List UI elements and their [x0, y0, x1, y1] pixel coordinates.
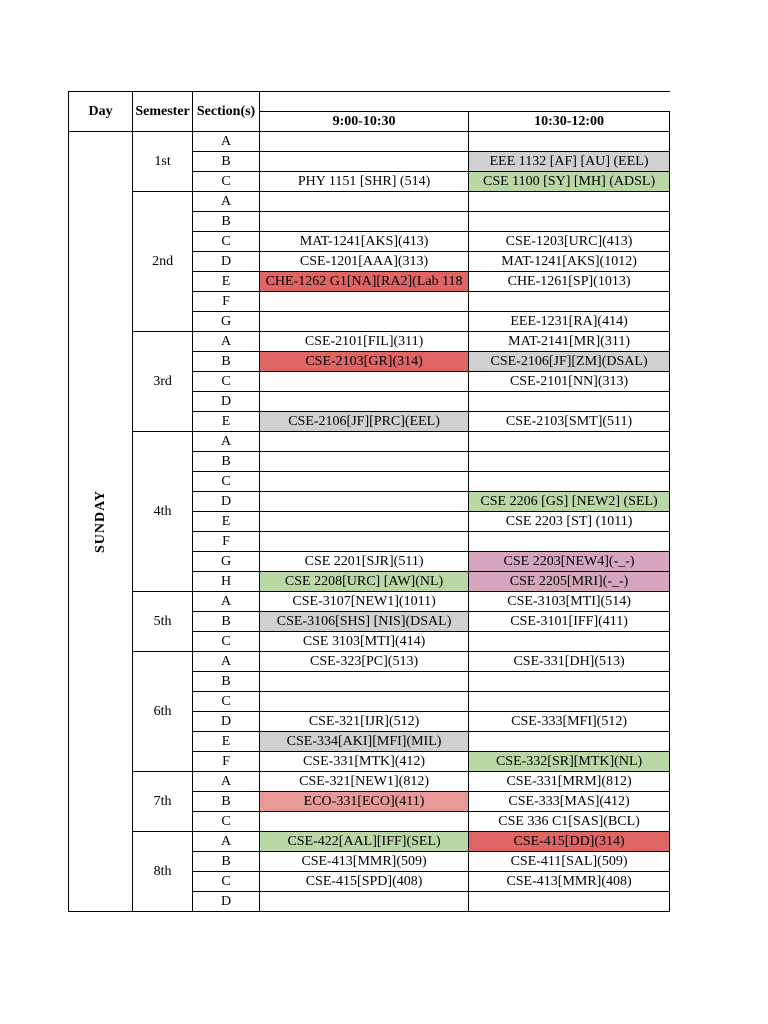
section-label: E: [193, 512, 260, 532]
class-cell-slot-2: [469, 392, 670, 412]
section-label: C: [193, 472, 260, 492]
class-text: CSE-333[MFI](512): [511, 714, 627, 729]
class-text: CSE-413[MMR](408): [506, 874, 632, 889]
table-row: [69, 432, 670, 452]
class-text: CSE 2203 [ST] (1011): [505, 514, 633, 529]
table-row: [69, 132, 670, 152]
class-text: CSE-1203[URC](413): [505, 234, 633, 249]
section-label: B: [193, 612, 260, 632]
semester-label: 5th: [133, 592, 193, 652]
class-cell-slot-2: [469, 332, 670, 352]
class-cell-slot-2: [469, 432, 670, 452]
class-text: CSE-3107[NEW1](1011): [292, 594, 436, 609]
class-cell-slot-1: [260, 652, 469, 672]
class-cell-slot-2: [469, 832, 670, 852]
class-text: CSE-331[MRM](812): [506, 774, 632, 789]
class-cell-slot-1: [260, 552, 469, 572]
class-cell-slot-2: [469, 592, 670, 612]
class-cell-slot-1: [260, 232, 469, 252]
class-cell-slot-1: [260, 852, 469, 872]
section-label: E: [193, 732, 260, 752]
class-cell-slot-1: [260, 192, 469, 212]
class-text: MAT-2141[MR](311): [508, 334, 630, 349]
class-cell-slot-2: [469, 712, 670, 732]
class-text: ECO-331[ECO](411): [303, 794, 425, 809]
class-text: CSE-321[NEW1](812): [299, 774, 429, 789]
class-text: CSE-323[PC](513): [310, 654, 419, 669]
class-text: CSE-422[AAL][IFF](SEL): [287, 834, 441, 849]
class-text: EEE 1132 [AF] [AU] (EEL): [489, 154, 649, 169]
class-text: CSE-3106[SHS] [NIS](DSAL): [276, 614, 452, 629]
class-cell-slot-2: [469, 492, 670, 512]
class-cell-slot-2: [469, 172, 670, 192]
semester-label: 4th: [133, 432, 193, 592]
section-label: B: [193, 152, 260, 172]
class-text: CSE 2205[MRI](-_-): [509, 574, 629, 589]
section-label: C: [193, 692, 260, 712]
class-text: CHE-1261[SP](1013): [507, 274, 631, 289]
section-label: E: [193, 412, 260, 432]
class-cell-slot-1: [260, 392, 469, 412]
class-cell-slot-2: [469, 652, 670, 672]
class-text: CSE-2101[FIL](311): [304, 334, 424, 349]
class-text: CSE-3101[IFF](411): [510, 614, 628, 629]
class-cell-slot-1: [260, 212, 469, 232]
header-sections: Section(s): [193, 92, 260, 132]
class-text: MAT-1241[AKS](413): [299, 234, 429, 249]
class-cell-slot-1: [260, 292, 469, 312]
class-cell-slot-1: [260, 772, 469, 792]
class-cell-slot-2: [469, 872, 670, 892]
class-cell-slot-1: [260, 832, 469, 852]
class-cell-slot-2: [469, 572, 670, 592]
class-text: CSE 336 C1[SAS](BCL): [498, 814, 640, 829]
section-label: F: [193, 752, 260, 772]
class-cell-slot-1: [260, 792, 469, 812]
class-cell-slot-2: [469, 412, 670, 432]
header-day: Day: [69, 92, 133, 132]
class-text: CSE 2201[SJR](511): [304, 554, 424, 569]
class-cell-slot-2: [469, 512, 670, 532]
semester-label: 8th: [133, 832, 193, 912]
class-cell-slot-1: [260, 492, 469, 512]
section-label: A: [193, 592, 260, 612]
class-cell-slot-1: [260, 892, 469, 912]
section-label: A: [193, 332, 260, 352]
section-label: H: [193, 572, 260, 592]
header-slot-1: 9:00-10:30: [260, 112, 469, 132]
section-label: A: [193, 132, 260, 152]
section-label: A: [193, 652, 260, 672]
section-label: B: [193, 352, 260, 372]
class-text: CSE-413[MMR](509): [301, 854, 427, 869]
class-cell-slot-1: [260, 572, 469, 592]
class-text: CSE-2106[JF][ZM](DSAL): [490, 354, 648, 369]
class-cell-slot-2: [469, 192, 670, 212]
class-cell-slot-2: [469, 312, 670, 332]
class-cell-slot-1: [260, 352, 469, 372]
section-label: C: [193, 632, 260, 652]
table-row: [69, 832, 670, 852]
semester-label: 3rd: [133, 332, 193, 432]
class-cell-slot-1: [260, 672, 469, 692]
semester-label: 6th: [133, 652, 193, 772]
class-cell-slot-1: [260, 632, 469, 652]
header-semester: Semester: [133, 92, 193, 132]
class-cell-slot-1: [260, 312, 469, 332]
class-text: CSE-2106[JF][PRC](EEL): [288, 414, 440, 429]
routine-sheet: [68, 91, 670, 912]
section-label: D: [193, 392, 260, 412]
day-label: [69, 132, 133, 912]
class-cell-slot-1: [260, 592, 469, 612]
class-cell-slot-1: [260, 532, 469, 552]
class-cell-slot-1: [260, 152, 469, 172]
header-slot-2: 10:30-12:00: [469, 112, 670, 132]
class-text: CSE-2103[SMT](511): [505, 414, 633, 429]
class-cell-slot-1: [260, 512, 469, 532]
class-text: CSE-321[IJR](512): [308, 714, 420, 729]
section-label: D: [193, 892, 260, 912]
class-cell-slot-2: [469, 232, 670, 252]
class-cell-slot-1: [260, 132, 469, 152]
class-text: CSE-332[SR][MTK](NL): [495, 754, 643, 769]
section-label: D: [193, 252, 260, 272]
section-label: C: [193, 172, 260, 192]
class-cell-slot-2: [469, 692, 670, 712]
class-text: CSE 2208[URC] [AW](NL): [284, 574, 444, 589]
class-text: CSE 3103[MTI](414): [302, 634, 426, 649]
class-cell-slot-1: [260, 252, 469, 272]
section-label: A: [193, 192, 260, 212]
section-label: B: [193, 452, 260, 472]
table-row: [69, 772, 670, 792]
routine-body: [69, 132, 670, 912]
class-cell-slot-1: [260, 872, 469, 892]
class-text: EEE-1231[RA](414): [510, 314, 628, 329]
class-text: CSE-415[SPD](408): [305, 874, 423, 889]
class-text: CHE-1262 G1[NA][RA2](Lab 118: [265, 274, 463, 289]
table-row: [69, 192, 670, 212]
class-text: CSE-333[MAS](412): [508, 794, 630, 809]
class-cell-slot-2: [469, 792, 670, 812]
class-cell-slot-2: [469, 732, 670, 752]
table-row: [69, 592, 670, 612]
section-label: B: [193, 792, 260, 812]
class-cell-slot-2: [469, 452, 670, 472]
class-cell-slot-1: [260, 452, 469, 472]
semester-label: 2nd: [133, 192, 193, 332]
class-cell-slot-2: [469, 892, 670, 912]
class-cell-slot-1: [260, 812, 469, 832]
class-cell-slot-1: [260, 172, 469, 192]
section-label: C: [193, 232, 260, 252]
class-text: CSE-3103[MTI](514): [507, 594, 631, 609]
class-cell-slot-2: [469, 472, 670, 492]
class-cell-slot-2: [469, 632, 670, 652]
section-label: C: [193, 872, 260, 892]
class-cell-slot-2: [469, 812, 670, 832]
class-text: MAT-1241[AKS](1012): [501, 254, 637, 269]
section-label: B: [193, 212, 260, 232]
class-cell-slot-1: [260, 732, 469, 752]
class-cell-slot-1: [260, 472, 469, 492]
class-cell-slot-2: [469, 132, 670, 152]
class-text: CSE-334[AKI][MFI](MIL): [286, 734, 442, 749]
class-cell-slot-2: [469, 372, 670, 392]
class-cell-slot-1: [260, 752, 469, 772]
day-label-text: SUNDAY: [93, 489, 109, 554]
header-blank: [260, 92, 670, 112]
section-label: A: [193, 432, 260, 452]
section-label: G: [193, 312, 260, 332]
class-cell-slot-1: [260, 372, 469, 392]
class-cell-slot-2: [469, 532, 670, 552]
section-label: D: [193, 492, 260, 512]
section-label: A: [193, 832, 260, 852]
class-cell-slot-2: [469, 212, 670, 232]
table-row: [69, 652, 670, 672]
class-text: CSE-415[DD](314): [513, 834, 625, 849]
class-cell-slot-1: [260, 272, 469, 292]
section-label: F: [193, 532, 260, 552]
class-cell-slot-1: [260, 332, 469, 352]
class-cell-slot-2: [469, 352, 670, 372]
class-cell-slot-2: [469, 612, 670, 632]
class-text: CSE 1100 [SY] [MH] (ADSL): [482, 174, 656, 189]
class-cell-slot-2: [469, 672, 670, 692]
section-label: C: [193, 812, 260, 832]
class-cell-slot-1: [260, 432, 469, 452]
class-cell-slot-2: [469, 772, 670, 792]
section-label: A: [193, 772, 260, 792]
class-cell-slot-2: [469, 272, 670, 292]
class-cell-slot-1: [260, 712, 469, 732]
class-cell-slot-1: [260, 692, 469, 712]
class-text: CSE-2103[GR](314): [305, 354, 423, 369]
section-label: D: [193, 712, 260, 732]
class-cell-slot-2: [469, 752, 670, 772]
semester-label: 1st: [133, 132, 193, 192]
class-cell-slot-2: [469, 552, 670, 572]
section-label: B: [193, 852, 260, 872]
semester-label: 7th: [133, 772, 193, 832]
class-cell-slot-2: [469, 152, 670, 172]
class-text: CSE-331[MTK](412): [303, 754, 426, 769]
table-row: [69, 332, 670, 352]
section-label: C: [193, 372, 260, 392]
section-label: E: [193, 272, 260, 292]
section-label: F: [193, 292, 260, 312]
class-text: CSE 2206 [GS] [NEW2] (SEL): [480, 494, 658, 509]
class-text: CSE-331[DH](513): [513, 654, 625, 669]
class-cell-slot-2: [469, 852, 670, 872]
class-text: CSE-1201[AAA](313): [299, 254, 429, 269]
section-label: B: [193, 672, 260, 692]
class-cell-slot-2: [469, 292, 670, 312]
class-cell-slot-2: [469, 252, 670, 272]
routine-table: [68, 91, 670, 912]
class-text: CSE-2101[NN](313): [509, 374, 629, 389]
class-cell-slot-1: [260, 612, 469, 632]
section-label: G: [193, 552, 260, 572]
class-cell-slot-1: [260, 412, 469, 432]
class-text: CSE-411[SAL](509): [510, 854, 628, 869]
class-text: PHY 1151 [SHR] (514): [297, 174, 431, 189]
class-text: CSE 2203[NEW4](-_-): [503, 554, 635, 569]
